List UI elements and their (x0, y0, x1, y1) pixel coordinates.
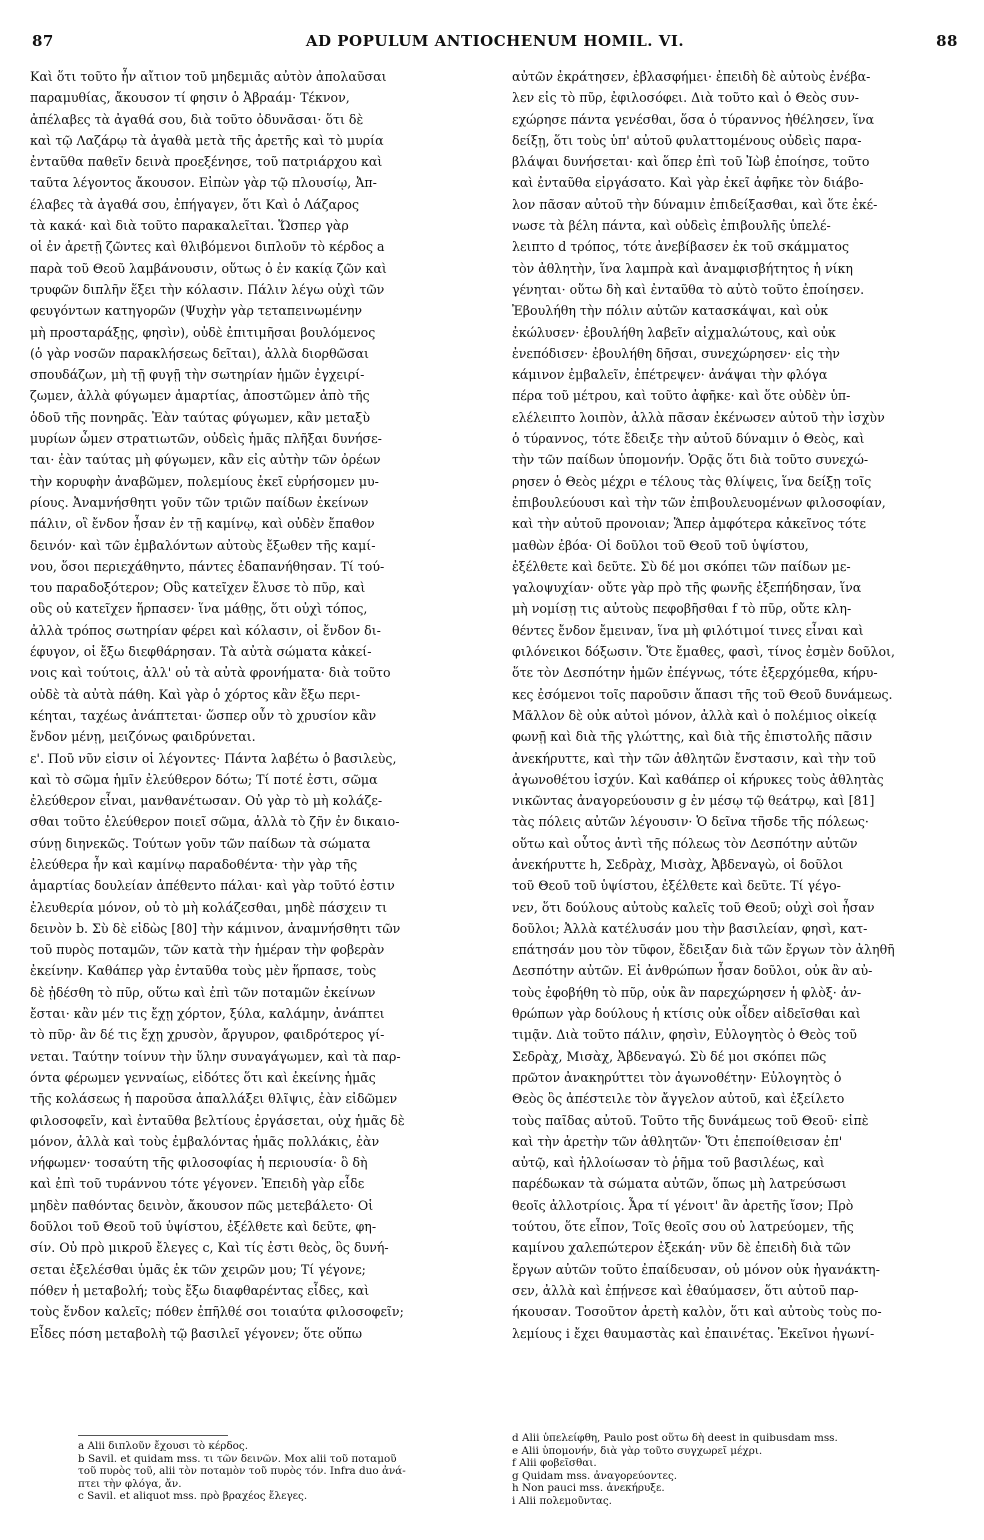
text-line: ἐλεύθερα ἦν καὶ καμίνῳ παραδοθέντα· τὴν γὰρ τῆς (30, 856, 358, 872)
text-line: κάμινον ἐμβαλεῖν, ἐπέτρεψεν· ἀνάψαι τὴν φλόγα (512, 367, 828, 383)
text-line: δὲ ᾐδέσθη τὸ πῦρ, οὕτω καὶ ἐπὶ τῶν ποταμῶν ἐκείνων (30, 984, 376, 1000)
footnote: i Alii πολεμοῦντας. (512, 1494, 612, 1507)
text-line: τοὺς παῖδας αὐτοῦ. Τοῦτο τῆς δυνάμεως τοῦ Θεοῦ· εἰπὲ (512, 1112, 869, 1128)
text-line: θεοῖς ἀλλοτρίοις. Ἆρα τί γένοιτ' ἂν ἀρετῆς ἴσον; Πρὸ (512, 1197, 854, 1213)
text-line: τὰς πόλεις αὐτῶν λέγουσιν· Ὁ δεῖνα τῆσδε τῆς πόλεως· (512, 814, 869, 830)
text-line: ἐλεύθερον εἶναι, μανθανέτωσαν. Οὐ γὰρ τὸ μὴ κολάζε- (30, 793, 383, 809)
footnote: f Alii φοβεῖσθαι. (512, 1457, 597, 1470)
text-line: Δεσπότην αὐτῶν. Εἰ ἀνθρώπων ἦσαν δοῦλοι, οὐκ ἂν αὐ- (512, 963, 873, 979)
text-line: όντα φέρωμεν γενναίως, εἰδότες ὅτι καὶ ἐκείνης ἡμᾶς (30, 1069, 376, 1085)
text-line: φευγόντων κατηγορῶν (Ψυχὴν γὰρ τεταπεινωμένην (30, 303, 363, 319)
text-line: ζωμεν, ἀλλὰ φύγωμεν ἁμαρτίας, ἀποστῶμεν ἀπὸ τῆς (30, 388, 370, 404)
text-line: του παραδοξότερον; Οὓς κατεῖχεν ἔλυσε τὸ πῦρ, καὶ (30, 580, 366, 596)
text-line: γαλοψυχίαν· οὔτε γὰρ πρὸ τῆς φωνῆς ἐξεπήδησαν, ἵνα (512, 580, 862, 596)
text-line: ἔνδον μένῃ, μειζόνως φαιδρύνεται. (30, 729, 256, 745)
text-line: ἐνταῦθα παθεῖν δεινὰ προεξένησε, τοῦ πατριάρχου καὶ (30, 154, 383, 170)
text-line: πάλιν, οἳ ἔνδον ἦσαν ἐν τῇ καμίνῳ, καὶ οὐδὲν ἔπαθον (30, 516, 375, 532)
running-header (30, 32, 960, 54)
text-line: κέηται, ταχέως ἀνάπτεται· ὥσπερ οὖν τὸ χρυσίον κἂν (30, 707, 377, 723)
text-line: ἁμαρτίας δουλείαν ἀπέθεντο πάλαι· καὶ γὰρ τοῦτό ἐστιν (30, 878, 395, 894)
text-line: ἐκώλυσεν· ἐβουλήθη λαβεῖν αἰχμαλώτους, καὶ οὐκ (512, 324, 836, 340)
text-line: πέρα τοῦ μέτρου, καὶ τοῦτο ἀφῆκε· καὶ ὅτε οὐδὲν ὑπ- (512, 388, 851, 404)
text-line: νεν, ὅτι δούλους αὐτοὺς καλεῖς τοῦ Θεοῦ; οὐχὶ σοὶ ἦσαν (512, 899, 875, 915)
footnote-rule (78, 1435, 228, 1436)
running-title: AD POPULUM ANTIOCHENUM HOMIL. VI. (305, 32, 685, 50)
text-line: νήφωμεν· τοσαύτη τῆς φιλοσοφίας ἡ περιουσία· ὃ δὴ (30, 1155, 368, 1171)
text-line: δείξῃ, ὅτι τοὺς ὑπ' αὐτοῦ φυλαττομένους οὐδεὶς παρα- (512, 132, 862, 148)
text-line: τὴν κορυφὴν ἀναβῶμεν, πολεμίους ἐκεῖ εὑρήσομεν μυ- (30, 473, 379, 489)
text-line: λεμίους i ἔχει θαυμαστὰς καὶ ἐπαινέτας. Ἐκεῖνοι ἠγωνί- (512, 1325, 875, 1341)
text-line: μὴ νομίσῃ τις αὐτοὺς πεφοβῆσθαι f τὸ πῦρ, οὔτε κλη- (512, 601, 852, 617)
text-line: μὴ προσταράξῃς, φησὶν), οὐδὲ ἐπιτιμῆσαι βουλόμενος (30, 324, 376, 340)
text-line: μυρίων ὦμεν στρατιωτῶν, οὐδεὶς ἡμᾶς πλῆξαι δυνήσε- (30, 431, 382, 447)
text-line: Σεδρὰχ, Μισὰχ, Ἀβδεναγώ. Σὺ δέ μοι σκόπει πῶς (512, 1048, 827, 1064)
text-line: ρησεν ὁ Θεὸς μέχρι e τέλους τὰς θλίψεις, ἵνα δείξῃ τοῖς (512, 473, 872, 489)
text-line: ἔσται· κἂν μέν τις ἔχῃ χόρτον, ξύλα, καλάμην, ἀνάπτει (30, 1006, 385, 1022)
text-line: καὶ τὸ σῶμα ἡμῖν ἐλεύθερον δότω; Τί ποτέ ἐστι, σῶμα (30, 771, 378, 787)
text-line: σεται ἐξελέσθαι ὑμᾶς ἐκ τῶν χειρῶν μου; Τί γέγονε; (30, 1261, 366, 1277)
text-line: καμίνου χαλεπώτερον ἐξεκάη· νῦν δὲ ἐπειδὴ διὰ τῶν (512, 1240, 851, 1256)
text-line: νεται. Ταύτην τοίνυν τὴν ὕλην συναγάγωμεν, καὶ τὰ παρ- (30, 1048, 401, 1064)
text-line: παρὰ τοῦ Θεοῦ λαμβάνουσιν, οὕτως ὁ ἐν κακίᾳ ζῶν καὶ (30, 260, 387, 276)
text-line: ἐλευθερία μόνον, οὐ τὸ μὴ κολάζεσθαι, μηδὲ πάσχειν τι (30, 899, 388, 915)
text-line: εχώρησε πάντα γενέσθαι, ὅσα ὁ τύραννος ἠθέλησεν, ἵνα (512, 111, 875, 127)
text-line: ρίους. Ἀναμνήσθητι γοῦν τῶν τριῶν παίδων ἐκείνων (30, 494, 369, 510)
text-line: φιλοσοφεῖν, καὶ ἐνταῦθα βελτίους ἐργάσεται, οὐχ ἡμᾶς δὲ (30, 1112, 405, 1128)
text-line: τοῦ Θεοῦ τοῦ ὑψίστου, ἐξέλθετε καὶ δεῦτε. Τί γέγο- (512, 878, 841, 894)
text-line: ἀνεκήρυττε, καὶ τὴν τῶν ἀθλητῶν ἔνστασιν, καὶ τὴν τοῦ (512, 750, 876, 766)
text-line: τὸ πῦρ· ἂν δέ τις ἔχῃ χρυσὸν, ἄργυρον, φαιδρότερος γί- (30, 1027, 385, 1043)
text-line: σπουδάζων, μὴ τῇ φυγῇ τὴν σωτηρίαν ἡμῶν ἐγχειρί- (30, 367, 365, 383)
footnote: e Alii ὑπομονήν, διὰ γὰρ τοῦτο συγχωρεῖ μέχρι. (512, 1444, 763, 1457)
text-line: ἔργων αὐτῶν τοῦτο ἐπαίδευσαν, οὐ μόνον οὐκ ἠγανάκτη- (512, 1261, 880, 1277)
text-line: δοῦλοι τοῦ Θεοῦ τοῦ ὑψίστου, ἐξέλθετε καὶ δεῦτε, φη- (30, 1219, 377, 1235)
text-line: δεινὸν b. Σὺ δὲ εἰδὼς [80] τὴν κάμινον, ἀναμνήσθητι τῶν (30, 920, 401, 936)
text-line: αὐτῷ, καὶ ἠλλοίωσαν τὸ ῥῆμα τοῦ βασιλέως, καὶ (512, 1155, 825, 1171)
text-line: ὁ τύραννος, τότε ἔδειξε τὴν αὐτοῦ δύναμιν ὁ Θεὸς, καὶ (512, 431, 865, 447)
text-line: ήκουσαν. Τοσοῦτον ἀρετὴ καλὸν, ὅτι καὶ αὐτοὺς τοὺς πο- (512, 1304, 882, 1320)
text-line: σίν. Οὐ πρὸ μικροῦ ἔλεγες c, Καὶ τίς ἐστι θεὸς, ὃς δυνή- (30, 1240, 389, 1256)
text-line: καὶ ἐπὶ τοῦ τυράννου τότε γέγονεν. Ἐπειδὴ γὰρ εἶδε (30, 1176, 365, 1192)
footnote: a Alii διπλοῦν ἔχουσι τὸ κέρδος. (78, 1440, 249, 1452)
text-line: βλάψαι δυνήσεται· καὶ ὅπερ ἐπὶ τοῦ Ἰὼβ ἐποίησε, τοῦτο (512, 154, 870, 170)
text-line: Μᾶλλον δὲ οὐκ αὐτοὶ μόνον, ἀλλὰ καὶ ὁ πολέμιος οἰκείᾳ (512, 707, 877, 723)
text-line: ἀνεκήρυττε h, Σεδρὰχ, Μισὰχ, Ἀβδεναγὼ, οἱ δοῦλοι (512, 856, 844, 872)
text-line: οὕτω καὶ οὗτος ἀντὶ τῆς πόλεως τὸν Δεσπότην αὐτῶν (512, 835, 858, 851)
text-line: νωσε τὰ βέλη πάντα, καὶ οὐδεὶς ἐπιβουλῆς ὑπελέ- (512, 218, 831, 234)
text-line: μόνον, ἀλλὰ καὶ τοὺς ἐμβαλόντας ἡμᾶς πολλάκις, ἐὰν (30, 1133, 380, 1149)
right-text-column (512, 66, 952, 1344)
text-line: ἀγωνοθέτου ἰσχύν. Καὶ καθάπερ οἱ κήρυκες τοὺς ἀθλητὰς (512, 771, 884, 787)
text-line: αὐτῶν ἐκράτησεν, ἐβλασφήμει· ἐπειδὴ δὲ αὐτοὺς ἐνέβα- (512, 69, 871, 84)
text-line: ἐπιβουλεύουσι καὶ τὴν τῶν ἐπιβουλευομένων φιλοσοφίαν, (512, 494, 886, 510)
text-line: ταῦτα λέγοντος ἄκουσον. Εἰπὼν γὰρ τῷ πλουσίῳ, Ἀπ- (30, 175, 377, 191)
page (30, 32, 960, 1522)
text-line: πρῶτον ἀνακηρύττει τὸν ἀγωνοθέτην· Εὐλογητὸς ὁ (512, 1069, 842, 1085)
text-line: δοῦλοι; Ἀλλὰ κατέλυσάν μου τὴν βασιλείαν, φησὶ, κατ- (512, 920, 868, 936)
text-line: τούτου, ὅτε εἶπον, Τοῖς θεοῖς σου οὐ λατρεύομεν, τῆς (512, 1219, 854, 1235)
text-line: λον πᾶσαν αὐτοῦ τὴν δύναμιν ἐπιδείξασθαι, καὶ ὅτε ἐκέ- (512, 196, 878, 212)
text-line: θρώπων γὰρ δούλους ἡ κτίσις οὐκ οἶδεν αἰδεῖσθαι καὶ (512, 1006, 861, 1022)
text-line: Εἶδες πόση μεταβολὴ τῷ βασιλεῖ γέγονεν; ὅτε οὕπω (30, 1325, 362, 1341)
text-line: λειπτο d τρόπος, τότε ἀνεβίβασεν ἐκ τοῦ σκάμματος (512, 239, 850, 255)
text-line: νου, ὅσοι περιεχάθηντο, πάντες ἐδαπανήθησαν. Τί τού- (30, 558, 385, 574)
text-line: γένηται· οὕτω δὴ καὶ ἐνταῦθα τὸ αὐτὸ τοῦτο ἐποίησεν. (512, 281, 865, 297)
footnote: h Non pauci mss. ἀνεκήρυξε. (512, 1482, 665, 1495)
text-line: νοις καὶ τούτοις, ἀλλ' οὐ τὰ αὐτὰ φρονήματα· διὰ τοῦτο (30, 665, 391, 681)
text-line: ἀλλὰ τρόπος σωτηρίαν φέρει καὶ κόλασιν, οἱ ἔνδον δι- (30, 622, 381, 638)
text-line: σεν, ἀλλὰ καὶ ἐπῄνεσε καὶ ἐθαύμασεν, ὅτι αὐτοῦ παρ- (512, 1282, 859, 1298)
footnote: g Quidam mss. ἀναγορεύοντες. (512, 1469, 678, 1482)
text-line: οὓς οὐ κατεῖχεν ἥρπασεν· ἵνα μάθῃς, ὅτι οὐχὶ τόπος, (30, 601, 368, 617)
text-line: οἱ ἐν ἀρετῇ ζῶντες καὶ θλιβόμενοι διπλοῦν τὸ κέρδος a (30, 239, 385, 255)
text-line: οὐδὲ τὰ αὐτὰ πάθη. Καὶ γὰρ ὁ χόρτος κἂν ἔξω περι- (30, 686, 361, 702)
footnote: d Alii ὑπελείφθη, Paulo post οὕτω δὴ deest in quibusdam mss. (512, 1432, 838, 1444)
text-line: καὶ τὴν ἀρετὴν τῶν ἀθλητῶν· Ὅτι ἐπεποίθεισαν ἐπ' (512, 1133, 843, 1149)
text-line: νικῶντας ἀναγορεύουσιν g ἐν μέσῳ τῷ θεάτρῳ, καὶ [81] (512, 793, 875, 809)
text-line: ται· ἐὰν ταύτας μὴ φύγωμεν, κἂν εἰς αὐτὴν τῶν ὀρέων (30, 452, 381, 468)
text-line: Καὶ ὅτι τοῦτο ἦν αἴτιον τοῦ μηδεμιᾶς αὐτὸν ἀπολαῦσαι (30, 69, 387, 84)
footnote: πτει τὴν φλόγα, ἄν. (78, 1477, 182, 1490)
text-line: θέντες ἔνδον ἔμειναν, ἵνα μὴ φιλότιμοί τινες εἶναι καὶ (512, 622, 864, 638)
text-line: τιμᾷν. Διὰ τοῦτο πάλιν, φησὶν, Εὐλογητὸς ὁ Θεὸς τοῦ (512, 1027, 857, 1043)
right-footnotes (512, 1432, 952, 1508)
text-line: (ὁ γὰρ νοσῶν παρακλήσεως δεῖται), ἀλλὰ διορθῶσαι (30, 345, 369, 361)
text-line: ὅτε τὸν Δεσπότην ἡμῶν ἐπέγνως, τότε ἐξερχόμεθα, κήρυ- (512, 665, 878, 681)
text-line: φωνῇ καὶ διὰ τῆς γλώττης, καὶ διὰ τῆς ἐπιστολῆς πᾶσιν (512, 729, 873, 745)
text-line: τρυφῶν διπλῆν ἕξει τὴν κόλασιν. Πάλιν λέγω οὐχὶ τῶν (30, 281, 385, 297)
text-line: ε'. Ποῦ νῦν εἰσιν οἱ λέγοντες· Πάντα λαβέτω ὁ βασιλεὺς, (30, 750, 397, 766)
text-line: τοὺς ἐφοβήθη τὸ πῦρ, οὐκ ἂν παρεχώρησεν ἡ φλὸξ· ἀν- (512, 984, 862, 1000)
text-line: σύνῃ διηνεκῶς. Τούτων γοῦν τῶν παίδων τὰ σώματα (30, 835, 371, 851)
left-footnotes (78, 1435, 478, 1503)
text-line: ἐξέλθετε καὶ δεῦτε. Σὺ δέ μοι σκόπει τῶν παίδων με- (512, 558, 851, 574)
text-line: κες ἐσόμενοι τοῖς παροῦσιν ἅπασι τῆς τοῦ Θεοῦ δυνάμεως. (512, 686, 893, 702)
text-line: τὸν ἀθλητὴν, ἵνα λαμπρὰ καὶ ἀναμφισβήτητος ἡ νίκη (512, 260, 853, 276)
text-line: Ἐβουλήθη τὴν πόλιν αὐτῶν κατασκάψαι, καὶ οὐκ (512, 303, 829, 319)
text-line: παραμυθίας, ἄκουσον τί φησιν ὁ Ἀβραάμ· Τέκνον, (30, 90, 350, 106)
text-line: ἐκείνην. Καθάπερ γὰρ ἐνταῦθα τοὺς μὲν ἥρπασε, τοὺς (30, 963, 377, 979)
page-number-left: 87 (32, 32, 54, 50)
footnote: b Savil. et quidam mss. τι τῶν δεινῶν. Mox alii τοῦ ποταμοῦ (78, 1452, 397, 1465)
text-line: φιλόνεικοι δόξωσιν. Ὅτε ἔμαθες, φασὶ, τίνος ἐσμὲν δοῦλοι, (512, 644, 895, 660)
footnote: c Savil. et aliquot mss. πρὸ βραχέος ἔλεγες. (78, 1490, 308, 1503)
footnote: τοῦ πυρὸς τοῦ, alii τὸν ποταμὸν τοῦ πυρὸς τόν. Infra duo ἀνά- (78, 1465, 406, 1478)
page-number-right: 88 (936, 32, 958, 50)
text-line: ελέλειπτο λοιπὸν, ἀλλὰ πᾶσαν ἐκένωσεν αὐτοῦ τὴν ἰσχὺν (512, 409, 885, 425)
text-line: λεν εἰς τὸ πῦρ, ἐφιλοσόφει. Διὰ τοῦτο καὶ ὁ Θεὸς συν- (512, 90, 859, 106)
text-line: ἀπέλαβες τὰ ἀγαθά σου, διὰ τοῦτο ὀδυνᾶσαι· ὅτι δὲ (30, 111, 364, 127)
text-line: πόθεν ἡ μεταβολή; τοὺς ἔξω διαφθαρέντας εἶδες, καὶ (30, 1282, 370, 1298)
text-line: τὴν τῶν παίδων ὑπομονήν. Ὁρᾷς ὅτι διὰ τοῦτο συνεχώ- (512, 452, 869, 468)
text-line: τῆς κολάσεως ἡ παροῦσα ἀπαλλάξει θλῖψις, ἐὰν εἰδῶμεν (30, 1091, 398, 1107)
left-text-column (30, 66, 470, 1344)
text-line: ὁδοῦ τῆς πονηρᾶς. Ἐὰν ταύτας φύγωμεν, κἂν μεταξὺ (30, 409, 371, 425)
text-line: σθαι τοῦτο ἐλεύθερον ποιεῖ σῶμα, ἀλλὰ τὸ ζῆν ἐν δικαιο- (30, 814, 400, 830)
text-line: μαθὼν ἐβόα· Οἱ δοῦλοι τοῦ Θεοῦ τοῦ ὑψίστου, (512, 537, 809, 553)
text-line: έφυγον, οἱ ἔξω διεφθάρησαν. Τὰ αὐτὰ σώματα κἀκεί- (30, 644, 372, 660)
text-line: τοῦ πυρὸς ποταμῶν, τῶν κατὰ τὴν ἡμέραν τὴν φοβερὰν (30, 942, 385, 958)
text-line: παρέδωκαν τὰ σώματα αὐτῶν, ὅπως μὴ λατρεύσωσι (512, 1176, 847, 1192)
text-line: επάτησάν μου τὸν τῦφον, ἔδειξαν διὰ τῶν ἔργων τὸν ἀληθῆ (512, 942, 895, 958)
text-line: καὶ τὴν αὐτοῦ προνοιαν; Ἅπερ ἀμφότερα κἀκεῖνος τότε (512, 516, 867, 532)
text-line: μηδὲν παθόντας δεινὸν, ἄκουσον πῶς μετεβάλετο· Οἱ (30, 1197, 374, 1213)
text-line: τοὺς ἔνδον καλεῖς; πόθεν ἐπῆλθέ σοι τοιαύτα φιλοσοφεῖν; (30, 1304, 404, 1320)
text-line: έλαβες τὰ ἀγαθά σου, ἐπήγαγεν, ὅτι Καὶ ὁ Λάζαρος (30, 196, 360, 212)
text-line: ἐνεπόδισεν· ἐβουλήθη δῆσαι, συνεχώρησεν· εἰς τὴν (512, 345, 840, 361)
text-line: Θεὸς ὃς ἀπέστειλε τὸν ἄγγελον αὐτοῦ, καὶ ἐξείλετο (512, 1091, 845, 1107)
text-line: δεινόν· καὶ τῶν ἐμβαλόντων αὐτοὺς ἔξωθεν τῆς καμί- (30, 537, 376, 553)
text-line: καὶ τῷ Λαζάρῳ τὰ ἀγαθὰ μετὰ τῆς ἀρετῆς καὶ τὸ μυρία (30, 132, 384, 148)
text-line: τὰ κακά· καὶ διὰ τοῦτο παρακαλεῖται. Ὥσπερ γὰρ (30, 218, 349, 234)
text-line: καὶ ἐνταῦθα εἰργάσατο. Καὶ γὰρ ἐκεῖ ἀφῆκε τὸν διάβο- (512, 175, 864, 191)
